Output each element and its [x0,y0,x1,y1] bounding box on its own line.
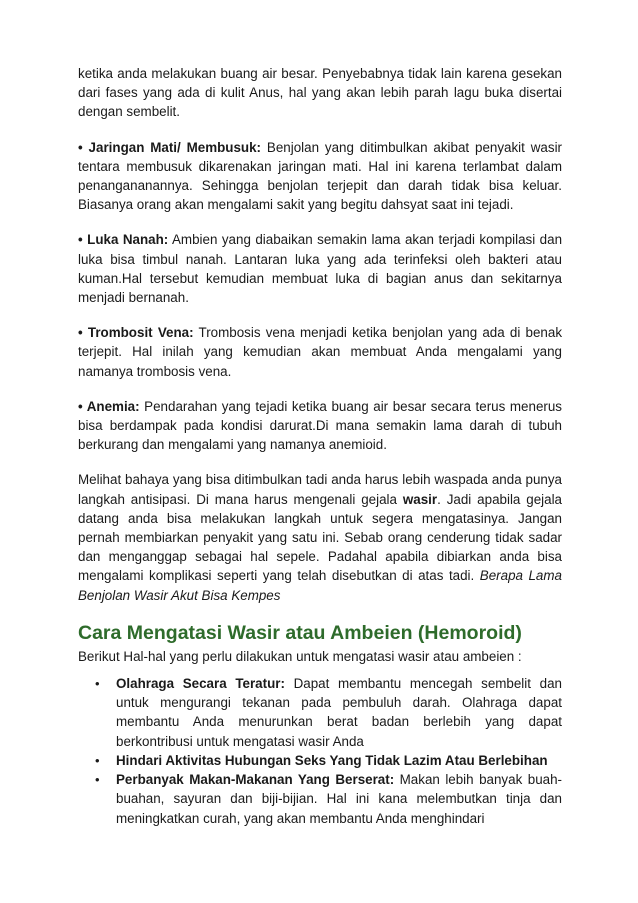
paragraph-vein-thrombosis [78,323,562,381]
list-item [78,751,562,770]
paragraph-anal-fissure-cause [78,64,562,122]
paragraph-text: Trombosis vena menjadi ketika benjolan yang ada di benak terjepit. Hal inilah yang kemudian akan membuat Anda mengalami yang namanya trombosis vena. [78,325,563,379]
paragraph-awareness [78,470,562,604]
keyword-wasir: wasir [402,491,438,507]
paragraph-text: Ambien yang diabaikan semakin lama akan terjadi kompilasi dan luka bisa timbul nanah. Lantaran luka yang ada terinfeksi oleh bakteri atau kuman.Hal tersebut kemudian membuat luka di bagian anus dan sekitarnya menjadi bernanah. [78,232,563,306]
paragraph-dead-tissue [78,138,562,215]
paragraph-text: ketika anda melakukan buang air besar. Penyebabnya tidak lain karena gesekan dari fases yang ada di kulit Anus, hal yang akan lebih parah lagu buka disertai dengan sembelit. [78,66,562,120]
document-page [78,64,562,828]
paragraph-anemia [78,397,562,455]
list-item-lead: Perbanyak Makan-Makanan Yang Berserat: [116,772,395,788]
section-intro: Berikut Hal-hal yang perlu dilakukan untuk mengatasi wasir atau ambeien : [78,648,522,664]
paragraph-text: Benjolan yang ditimbulkan akibat penyakit wasir tentara membusuk dikarenakan jaringan mati. Hal ini karena terlambat dalam penangananannya. Sehingga benjolan terjepit dan darah tidak bisa keluar. Biasanya orang akan mengalami sakit yang begitu dahsyat saat ini tejadi. [78,139,562,213]
bullet-icon: • [95,676,100,692]
list-item [78,770,562,828]
paragraph-text: Melihat bahaya yang bisa ditimbulkan tadi anda harus lebih waspada anda punya langkah antisipasi. Di mana harus mengenali gejala [78,472,562,507]
list-item-lead: Hindari Aktivitas Hubungan Seks Yang Tidak Lazim Atau Berlebihan [116,752,548,768]
paragraph-lead: • Jaringan Mati/ Membusuk: [78,139,262,155]
bullet-icon: • [95,752,100,768]
tips-list [78,674,562,828]
list-item [78,674,562,751]
section-heading: Cara Mengatasi Wasir atau Ambeien (Hemoroid) [78,621,522,644]
paragraph-lead: • Trombosit Vena: [78,325,194,341]
paragraph-text: . Jadi apabila gejala datang anda bisa melakukan langkah untuk segera mengatasinya. Jangan pernah membiarkan penyakit yang satu ini. Sebab orang cenderung tidak sadar dan menganggap sebagai hal sepele. Padahal apabila dibiarkan anda bisa mengalami komplikasi seperti yang telah disebutkan di atas tadi. [78,491,562,584]
list-item-text: Makan lebih banyak buah-buahan, sayuran dan biji-bijian. Hal ini kana melembutkan tinja dan meningkatkan curah, yang akan membantu Anda menghindari [116,772,562,826]
list-item-lead: Olahraga Secara Teratur: [116,676,285,692]
paragraph-text: Pendarahan yang tejadi ketika buang air besar secara terus menerus bisa berdampak pada kondisi darurat.Di mana semakin lama darah di tubuh berkurang dan mengalami yang namanya anemioid. [78,398,562,453]
bullet-icon: • [95,772,100,788]
related-article-link[interactable]: Berapa Lama Benjolan Wasir Akut Bisa Kempes [78,568,562,603]
paragraph-pus-wound [78,230,562,307]
list-item-text: Dapat membantu mencegah sembelit dan untuk mengurangi tekanan pada pembuluh darah. Olahraga dapat membantu Anda menurunkan berat badan berlebih yang dapat berkontribusi untuk mengatasi wasir Anda [116,676,562,749]
paragraph-lead: • Luka Nanah: [78,232,169,248]
paragraph-lead: • Anemia: [78,398,140,414]
